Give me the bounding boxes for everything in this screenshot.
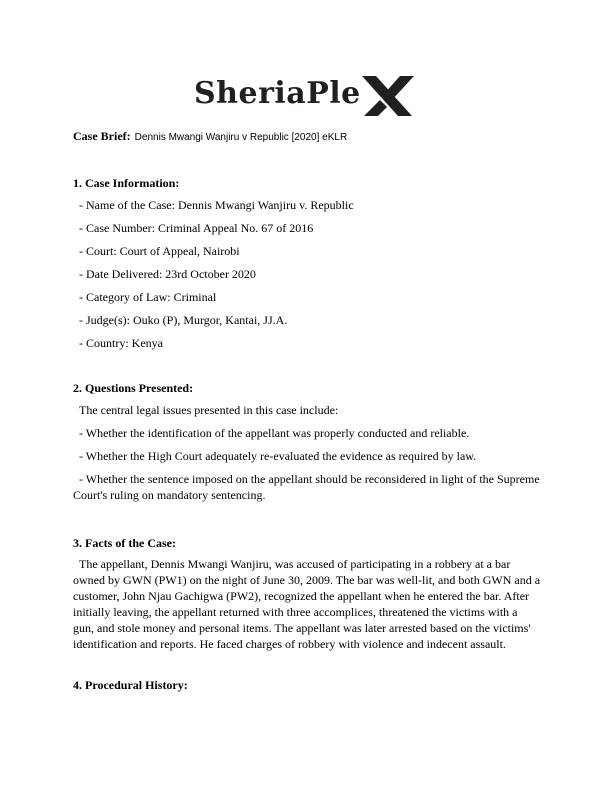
procedural-history-heading: 4. Procedural History: (73, 678, 188, 692)
case-information-heading: 1. Case Information: (73, 176, 180, 190)
case-brief-label: Case Brief: (73, 129, 131, 143)
question-item: - Whether the High Court adequately re-evaluated the evidence as required by law. (79, 449, 477, 463)
question-item: - Whether the sentence imposed on the appellant should be reconsidered in light of the Supreme Court's ruling on mandatory sentencing. (73, 472, 540, 502)
facts-heading: 3. Facts of the Case: (73, 536, 176, 550)
case-brief-line (73, 127, 347, 145)
questions-presented-heading: 2. Questions Presented: (73, 381, 194, 395)
facts-paragraph: The appellant, Dennis Mwangi Wanjiru, was accused of participating in a robbery at a bar owned by GWN (PW1) on the night of June 30, 2009. The bar was well-lit, and both GWN and a customer, John Njau Gachigwa (PW2), recognized the appellant when he entered the bar. After initially leaving, the appellant returned with three accomplices, threatened the victims with a gun, and stole money and personal items. The appellant was later arrested based on the victims' identification and reports. He faced charges of robbery with violence and indecent assault. (73, 557, 541, 651)
case-info-item: - Date Delivered: 23rd October 2020 (79, 267, 256, 281)
case-info-item: - Judge(s): Ouko (P), Murgor, Kantai, JJ.A. (79, 313, 288, 327)
case-info-item: - Country: Kenya (79, 336, 163, 350)
logo-x-mark-icon (360, 74, 416, 118)
case-info-item: - Name of the Case: Dennis Mwangi Wanjiru v. Republic (79, 198, 354, 212)
questions-intro: The central legal issues presented in this case include: (79, 403, 339, 417)
case-info-item: - Court: Court of Appeal, Nairobi (79, 244, 240, 258)
case-brief-title: Dennis Mwangi Wanjiru v Republic [2020] eKLR (134, 132, 348, 143)
case-info-item: - Case Number: Criminal Appeal No. 67 of 2016 (79, 221, 314, 235)
sheriaplex-logo (188, 74, 428, 120)
question-item: - Whether the identification of the appellant was properly conducted and reliable. (79, 426, 470, 440)
case-info-item: - Category of Law: Criminal (79, 290, 217, 304)
logo-wordmark: SheriaPle (194, 76, 361, 111)
